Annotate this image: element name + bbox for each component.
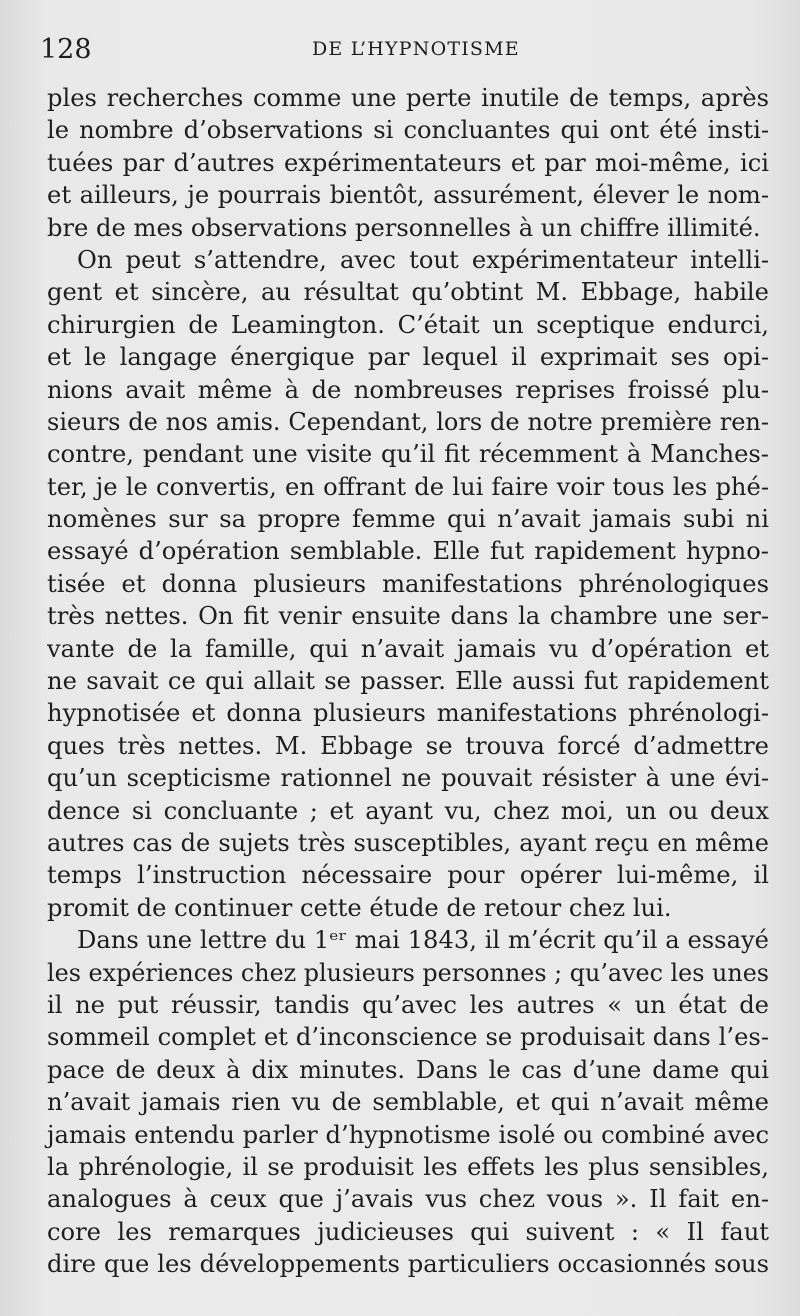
text-line: hypnotisée et donna plusieurs manifestations phrénologi- (47, 699, 769, 728)
text-line: et ailleurs, je pourrais bientôt, assurément, élever le nom- (47, 181, 769, 210)
text-line: chirurgien de Leamington. C’était un sceptique endurci, (47, 310, 769, 339)
text-line: contre, pendant une visite qu’il fit récemment à Manches- (47, 440, 769, 469)
text-line: ter, je le convertis, en offrant de lui faire voir tous les phé- (47, 472, 769, 501)
page-number: 128 (40, 34, 92, 65)
text-line: nomènes sur sa propre femme qui n’avait jamais subi ni (47, 505, 769, 534)
body-text (47, 82, 769, 1280)
text-line: il ne put réussir, tandis qu’avec les autres « un état de (47, 990, 769, 1019)
page-header (40, 30, 770, 70)
text-line: le nombre d’observations si concluantes qui ont été insti- (47, 116, 769, 145)
running-title: DE L’HYPNOTISME (312, 38, 520, 60)
text-line: nions avait même à de nombreuses reprises froissé plu- (47, 375, 769, 404)
text-line: très nettes. On fit venir ensuite dans la chambre une ser- (47, 602, 769, 631)
text-line: sieurs de nos amis. Cependant, lors de notre première ren- (47, 407, 769, 436)
text-line: autres cas de sujets très susceptibles, ayant reçu en même (47, 828, 769, 857)
text-line: vante de la famille, qui n’avait jamais vu d’opération et (47, 634, 769, 663)
text-line: ples recherches comme une perte inutile de temps, après (47, 84, 769, 112)
text-line: promit de continuer cette étude de retour chez lui. (47, 893, 672, 922)
text-line: tuées par d’autres expérimentateurs et par moi-même, ici (47, 148, 769, 177)
text-line: ques très nettes. M. Ebbage se trouva forcé d’admettre (47, 731, 769, 760)
text-line: qu’un scepticisme rationnel ne pouvait résister à une évi- (47, 764, 769, 793)
text-line: jamais entendu parler d’hypnotisme isolé ou combiné avec (47, 1120, 769, 1149)
text-line: dence si concluante ; et ayant vu, chez moi, un ou deux (47, 796, 769, 825)
text-line: Dans une lettre du 1ᵉʳ mai 1843, il m’écrit qu’il a essayé (77, 926, 769, 955)
text-line: ne savait ce qui allait se passer. Elle aussi fut rapidement (47, 667, 769, 696)
text-line: analogues à ceux que j’avais vus chez vous ». Il fait en- (47, 1185, 769, 1214)
text-line: et le langage énergique par lequel il exprimait ses opi- (47, 343, 769, 372)
text-line: la phrénologie, il se produisit les effets les plus sensibles, (47, 1152, 769, 1181)
text-line: sommeil complet et d’inconscience se produisait dans l’es- (47, 1023, 769, 1052)
text-line: pace de deux à dix minutes. Dans le cas d’une dame qui (47, 1055, 769, 1084)
text-line: essayé d’opération semblable. Elle fut rapidement hypno- (47, 537, 769, 566)
text-line: bre de mes observations personnelles à un chiffre illimité. (47, 213, 761, 242)
text-line: On peut s’attendre, avec tout expérimentateur intelli- (77, 245, 769, 274)
text-line: tisée et donna plusieurs manifestations phrénologiques (47, 569, 769, 598)
text-line: core les remarques judicieuses qui suivent : « Il faut (47, 1217, 769, 1246)
text-line: temps l’instruction nécessaire pour opérer lui-même, il (47, 861, 769, 890)
text-line: dire que les développements particuliers occasionnés sous (47, 1250, 769, 1279)
text-line: les expériences chez plusieurs personnes ; qu’avec les unes (47, 958, 769, 987)
text-line: n’avait jamais rien vu de semblable, et qui n’avait même (47, 1088, 769, 1117)
text-line: gent et sincère, au résultat qu’obtint M. Ebbage, habile (47, 278, 769, 307)
